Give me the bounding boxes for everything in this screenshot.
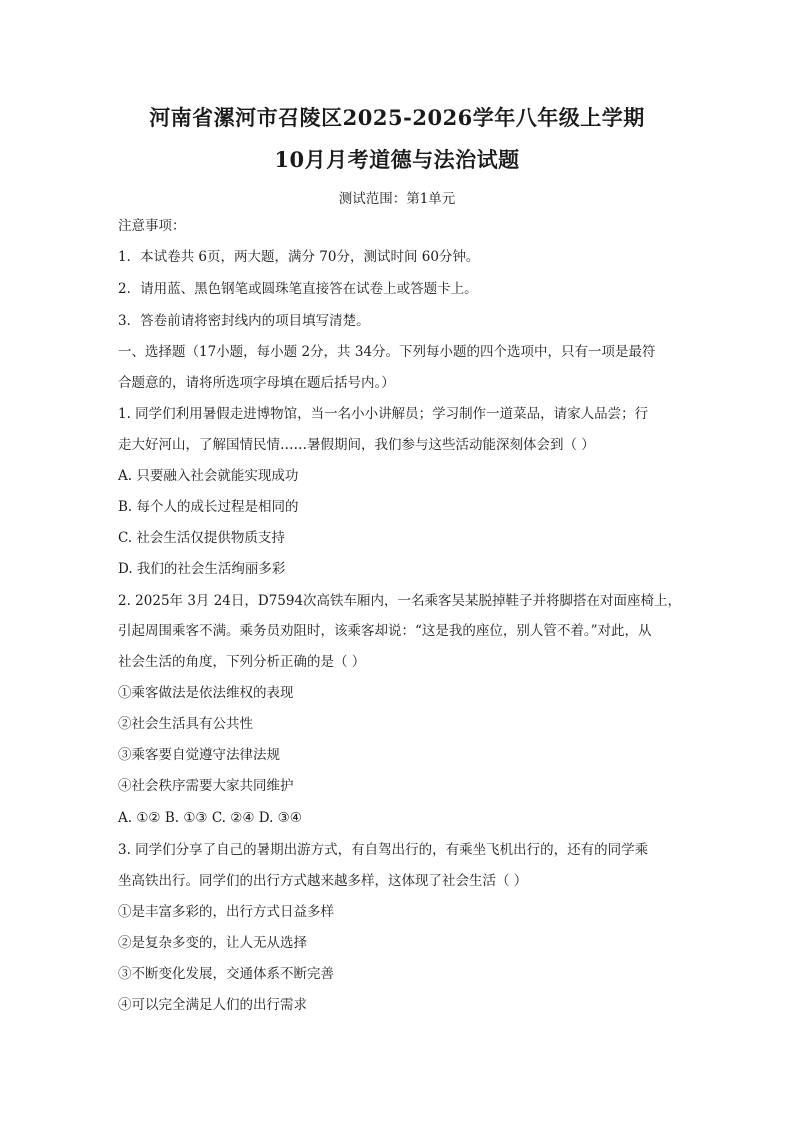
- question-stem: 走大好河山，了解国情民情……暑假期间，我们参与这些活动能深刻体会到（ ）: [118, 437, 595, 453]
- notice-item: 1．本试卷共 6页，两大题，满分 70分，测试时间 60分钟。: [118, 249, 480, 265]
- statement: ④社会秩序需要大家共同维护: [118, 778, 294, 794]
- statement: ①是丰富多彩的，出行方式日益多样: [118, 904, 334, 920]
- question-stem: 2. 2025年 3月 24日，D7594次高铁车厢内，一名乘客吴某脱掉鞋子并将脚搭在对面座椅上，: [118, 593, 682, 609]
- statement: ④可以完全满足人们的出行需求: [118, 997, 307, 1013]
- statement: ①乘客做法是依法维权的表现: [118, 685, 294, 701]
- section-intro: 合题意的，请将所选项字母填在题后括号内。）: [118, 375, 395, 391]
- statement: ③不断变化发展，交通体系不断完善: [118, 966, 334, 982]
- option-b: B. 每个人的成长过程是相同的: [118, 499, 299, 515]
- option-d: D. 我们的社会生活绚丽多彩: [118, 561, 286, 577]
- statement: ②社会生活具有公共性: [118, 716, 253, 732]
- exam-title-line2: 10月月考道德与法治试题: [274, 147, 520, 172]
- answer-options: A. ①② B. ①③ C. ②④ D. ③④: [118, 810, 302, 826]
- question-stem: 引起周围乘客不满。乘务员劝阻时，该乘客却说：“这是我的座位，别人管不着。”对此，从: [118, 623, 652, 639]
- test-scope: 测试范围：第1单元: [338, 191, 456, 207]
- question-stem: 1. 同学们利用暑假走进博物馆，当一名小小讲解员；学习制作一道菜品，请家人品尝；行: [118, 406, 649, 422]
- question-stem: 社会生活的角度，下列分析正确的是（ ）: [118, 654, 366, 670]
- option-a: A. 只要融入社会就能实现成功: [118, 468, 299, 484]
- question-stem: 坐高铁出行。同学们的出行方式越来越多样，这体现了社会生活（ ）: [118, 873, 528, 889]
- statement: ②是复杂多变的，让人无从选择: [118, 935, 307, 951]
- exam-title-line1: 河南省漯河市召陵区2025-2026学年八年级上学期: [149, 105, 645, 130]
- statement: ③乘客要自觉遵守法律法规: [118, 747, 280, 763]
- option-c: C. 社会生活仅提供物质支持: [118, 530, 285, 546]
- notice-item: 3．答卷前请将密封线内的项目填写清楚。: [118, 313, 370, 329]
- section-intro: 一、选择题（17小题，每小题 2分，共 34分。下列每小题的四个选项中，只有一项是最符: [118, 344, 656, 360]
- notice-heading: 注意事项：: [118, 218, 186, 234]
- question-stem: 3. 同学们分享了自己的暑期出游方式，有自驾出行的，有乘坐飞机出行的，还有的同学乘: [118, 842, 649, 858]
- notice-item: 2．请用蓝、黑色钢笔或圆珠笔直接答在试卷上或答题卡上。: [118, 281, 478, 297]
